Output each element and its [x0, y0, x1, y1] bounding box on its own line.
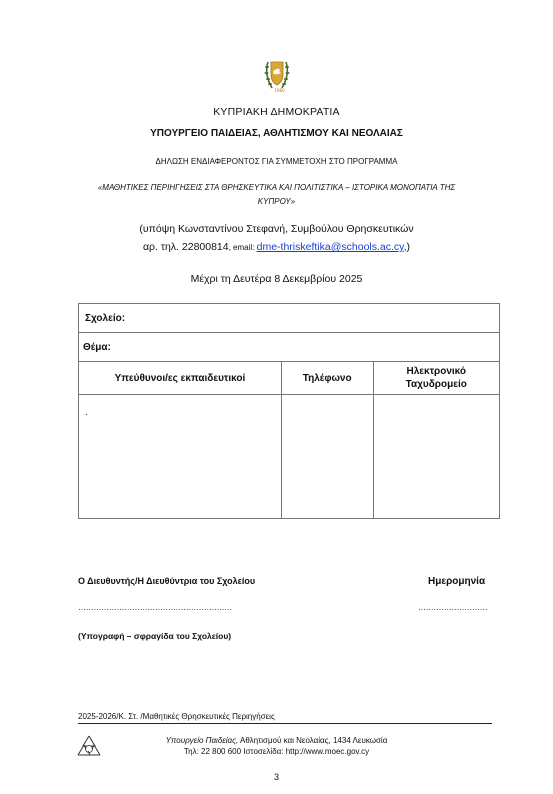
date-line[interactable]: ………………………: [418, 603, 488, 612]
signature-note: (Υπογραφή – σφραγίδα του Σχολείου): [78, 631, 232, 641]
email-cell[interactable]: [373, 395, 500, 519]
table-row: [79, 395, 500, 519]
contact-info: [0, 220, 553, 257]
phone-cell[interactable]: [281, 395, 373, 519]
footer-contact: Τηλ: 22 800 600 Ιστοσελίδα: http://www.moec.gov.cy: [183, 747, 370, 756]
contact-email-link[interactable]: dme-thriskeftika@schools.ac.cy: [256, 241, 404, 253]
teachers-cell[interactable]: [79, 395, 282, 519]
contact-line-1: (υπόψη Κωνσταντίνου Στεφανή, Συμβούλου Θρησκευτικών: [139, 223, 414, 235]
svg-text:1960: 1960: [274, 88, 285, 93]
declaration-title: ΔΗΛΩΣΗ ΕΝΔΙΑΦΕΡΟΝΤΟΣ ΓΙΑ ΣΥΜΜΕΤΟΧΗ ΣΤΟ ΠΡΟΓΡΑΜΜΑ: [155, 157, 398, 166]
date-label: Ημερομηνία: [428, 576, 486, 587]
table-header-row: [79, 362, 500, 395]
teachers-value: .: [85, 407, 88, 418]
director-label: Ο Διευθυντής/Η Διευθύντρια του Σχολείου: [78, 576, 256, 586]
phone-column-header: Τηλέφωνο: [281, 362, 373, 395]
email-header-line-1: Ηλεκτρονικό: [406, 366, 467, 377]
contact-close: ,): [403, 241, 411, 253]
topic-label: Θέμα:: [83, 341, 111, 353]
topic-field[interactable]: [79, 333, 500, 362]
page-number: 3: [273, 772, 279, 782]
program-title: «ΜΑΘΗΤΙΚΕΣ ΠΕΡΙΗΓΗΣΕΙΣ ΣΤΑ ΘΡΗΣΚΕΥΤΙΚΑ ΚΑΙ ΠΟΛΙΤΙΣΤΙΚΑ – ΙΣΤΟΡΙΚΑ ΜΟΝΟΠΑΤΙΑ ΤΗΣ ΚΥΠΡΟΥ»: [97, 183, 456, 206]
footer-reference: 2025-2026/Κ. Στ. /Μαθητικές Θρησκευτικές Περιηγήσεις: [78, 712, 275, 721]
school-label: Σχολείο:: [85, 312, 126, 324]
ministry-title: ΥΠΟΥΡΓΕΙΟ ΠΑΙΔΕΙΑΣ, ΑΘΛΗΤΙΣΜΟΥ ΚΑΙ ΝΕΟΛΑΙΑΣ: [150, 128, 403, 139]
email-header-line-2: Ταχυδρομείο: [405, 379, 467, 390]
contact-phone: αρ. τηλ. 22800814: [142, 241, 229, 253]
school-field[interactable]: [79, 304, 500, 333]
republic-title: ΚΥΠΡΙΑΚΗ ΔΗΜΟΚΡΑΤΙΑ: [213, 106, 340, 118]
email-column-header: [373, 362, 500, 395]
signature-line[interactable]: ……………………………………………………: [78, 603, 233, 612]
footer-divider: [78, 723, 492, 724]
contact-line-2: [0, 238, 553, 257]
footer-address-italic: Υπουργείο Παιδείας,: [165, 736, 239, 745]
deadline: Μέχρι τη Δευτέρα 8 Δεκεμβρίου 2025: [190, 273, 363, 285]
footer-address-rest: Αθλητισμού και Νεολαίας, 1434 Λευκωσία: [238, 736, 388, 745]
topic-row: [79, 333, 500, 362]
school-row: [79, 304, 500, 333]
interest-form-table: [78, 303, 500, 519]
cyprus-coat-of-arms-icon: [262, 54, 292, 94]
teachers-column-header: Υπεύθυνοι/ες εκπαιδευτικοί: [79, 362, 282, 395]
footer-address: [0, 736, 553, 745]
contact-email-label: , email:: [228, 243, 257, 252]
